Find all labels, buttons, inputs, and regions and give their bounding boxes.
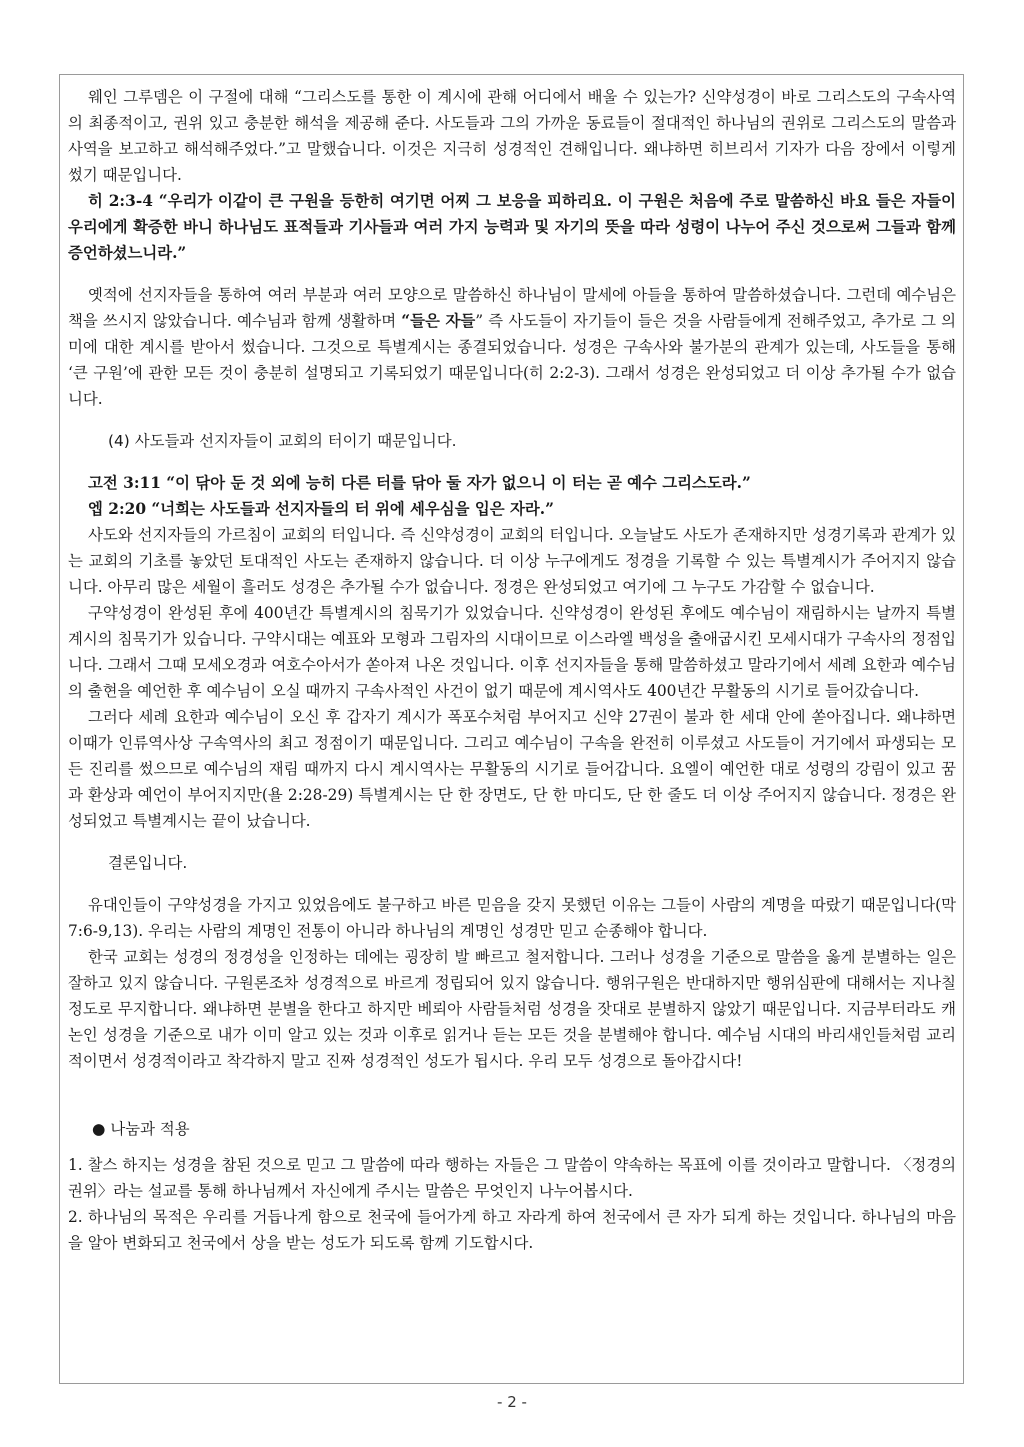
document-body [68,84,956,1256]
verse-hebrews: 히 2:3-4 “우리가 이같이 큰 구원을 등한히 여기면 어찌 그 보응을 피하리요. 이 구원은 처음에 주로 말씀하신 바요 들은 자들이 우리에게 확증한 바니 하나님도 표적들과 기사들과 여러 가지 능력과 및 자기의 뜻을 따라 성령이 나누어 주신 것으로써 그들과 함께 증언하셨느니라.” [68,192,956,262]
paragraph-new-testament: 그러다 세례 요한과 예수님이 오신 후 갑자기 계시가 폭포수처럼 부어지고 신약 27권이 불과 한 세대 안에 쏟아집니다. 왜냐하면 이때가 인류역사상 구속역사의 최고 정점이기 때문입니다. 그리고 예수님이 구속을 완전히 이루셨고 사도들이 거기에서 파생되는 모든 진리를 썼으므로 예수님의 재림 때까지 다시 계시역사는 무활동의 시기로 들어갑니다. 요엘이 예언한 대로 성령의 강림이 있고 꿈과 환상과 예언이 부어지지만(욜 2:28-29) 특별계시는 단 한 장면도, 단 한 마디도, 단 한 줄도 더 이상 주어지지 않습니다. 정경은 완성되었고 특별계시는 끝이 났습니다. [68,708,956,830]
paragraph-korean-church: 한국 교회는 성경의 정경성을 인정하는 데에는 굉장히 발 빠르고 철저합니다. 그러나 성경을 기준으로 말씀을 옳게 분별하는 일은 잘하고 있지 않습니다. 구원론조차 성경적으로 바르게 정립되어 있지 않습니다. 행위구원은 반대하지만 행위심판에 대해서는 지나칠 정도로 무지합니다. 왜냐하면 분별을 한다고 하지만 베뢰아 사람들처럼 성경을 잣대로 분별하지 않았기 때문입니다. 지금부터라도 캐논인 성경을 기준으로 내가 이미 알고 있는 것과 이후로 읽거나 듣는 모든 것을 분별해야 합니다. 예수님 시대의 바리새인들처럼 교리적이면서 성경적이라고 착각하지 말고 진짜 성경적인 성도가 됩시다. 우리 모두 성경으로 돌아갑시다! [68,948,956,1070]
section-heading-4: (4) 사도들과 선지자들이 교회의 터이기 때문입니다. [108,432,457,450]
page-number: - 2 - [497,1393,527,1411]
paragraph-jews: 유대인들이 구약성경을 가지고 있었음에도 불구하고 바른 믿음을 갖지 못했던 이유는 그들이 사람의 계명을 따랐기 때문입니다(막 7:6-9,13). 우리는 사람의 계명인 전통이 아니라 하나님의 계명인 성경만 믿고 순종해야 합니다. [68,896,956,940]
paragraph-revelation [68,282,956,412]
paragraph-revelation-bold: “들은 자들 [401,312,476,330]
paragraph-silence: 구약성경이 완성된 후에 400년간 특별계시의 침묵기가 있었습니다. 신약성경이 완성된 후에도 예수님이 재림하시는 날까지 특별계시의 침묵기가 있습니다. 구약시대는 예표와 모형과 그림자의 시대이므로 이스라엘 백성을 출애굽시킨 모세시대가 구속사의 정점입니다. 그래서 그때 모세오경과 여호수아서가 쏟아져 나온 것입니다. 이후 선지자들을 통해 말씀하셨고 말라기에서 세례 요한과 예수님의 출현을 예언한 후 예수님이 오실 때까지 구속사적인 사건이 없기 때문에 계시역사도 400년간 무활동의 시기로 들어갔습니다. [68,604,956,700]
sharing-heading: ● 나눔과 적용 [92,1120,190,1138]
paragraph-grudem: 웨인 그루뎀은 이 구절에 대해 “그리스도를 통한 이 계시에 관해 어디에서 배울 수 있는가? 신약성경이 바로 그리스도의 구속사역의 최종적이고, 권위 있고 충분한 해석을 제공해 준다. 사도들과 그의 가까운 동료들이 절대적인 하나님의 권위로 그리스도의 말씀과 사역을 보고하고 해석해주었다.”고 말했습니다. 이것은 지극히 성경적인 견해입니다. 왜냐하면 히브리서 기자가 다음 장에서 이렇게 썼기 때문입니다. [68,88,956,184]
paragraph-foundation: 사도와 선지자들의 가르침이 교회의 터입니다. 즉 신약성경이 교회의 터입니다. 오늘날도 사도가 존재하지만 성경기록과 관계가 있는 교회의 기초를 놓았던 토대적인 사도는 존재하지 않습니다. 더 이상 누구에게도 정경을 기록할 수 있는 특별계시가 주어지지 않습니다. 아무리 많은 세월이 흘러도 성경은 추가될 수가 없습니다. 정경은 완성되었고 여기에 그 누구도 가감할 수 없습니다. [68,526,956,596]
verse-ephesians: 엡 2:20 “너희는 사도들과 선지자들의 터 위에 세우심을 입은 자라.” [88,500,554,518]
sharing-item-2: 2. 하나님의 목적은 우리를 거듭나게 함으로 천국에 들어가게 하고 자라게 하여 천국에서 큰 자가 되게 하는 것입니다. 하나님의 마음을 알아 변화되고 천국에서 상을 받는 성도가 되도록 함께 기도합시다. [68,1208,956,1252]
verse-corinthians: 고전 3:11 “이 닦아 둔 것 외에 능히 다른 터를 닦아 둘 자가 없으니 이 터는 곧 예수 그리스도라.” [88,474,751,492]
paragraph-revelation-part1: 옛적에 선지자들을 통하여 여러 부분과 여러 모양으로 말씀하신 하나님이 말세에 아들을 통하여 말씀하셨습니다. 그런데 예수님은 책을 쓰시지 않았습니다. 예수님과 함께 생활하며 [68,286,956,330]
paragraph-revelation-part2: ” 즉 사도들이 자기들이 들은 것을 사람들에게 전해주었고, 추가로 그 의미에 대한 계시를 받아서 썼습니다. 그것으로 특별계시는 종결되었습니다. 성경은 구속사와 불가분의 관계가 있는데, 사도들을 통해 ‘큰 구원’에 관한 모든 것이 충분히 설명되고 기록되었기 때문입니다(히 2:2-3). 그래서 성경은 완성되었고 더 이상 추가될 수가 없습니다. [68,312,957,408]
conclusion-heading: 결론입니다. [108,854,188,872]
sharing-item-1: 1. 찰스 하지는 성경을 참된 것으로 믿고 그 말씀에 따라 행하는 자들은 그 말씀이 약속하는 목표에 이를 것이라고 말합니다. 〈정경의 권위〉라는 설교를 통해 하나님께서 자신에게 주시는 말씀은 무엇인지 나누어봅시다. [68,1156,956,1200]
